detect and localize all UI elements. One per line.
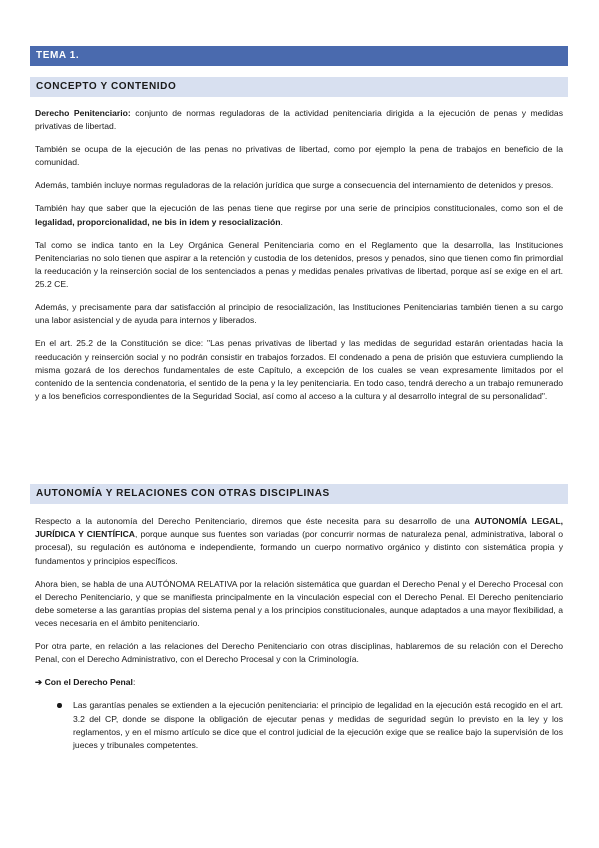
subheading-derecho-penal: ➔ Con el Derecho Penal: [35, 677, 136, 688]
section-body-autonomia [35, 515, 563, 752]
autonomia-bold: AUTONOMÍA LEGAL, JURÍDICA Y CIENTÍFICA [35, 516, 564, 540]
section-heading-concepto [30, 77, 568, 97]
paragraph: Ahora bien, se habla de una AUTÓNOMA RELATIVA por la relación sistemática que guardan el Derecho Penal y el Derecho Procesal con el Derecho Penitenciario, y que se manifiesta principalmente en la vinculación especial con el Derecho Penal. El Derecho penitenciario debe someterse a las garantías propias del sistema penal y a los principios constitucionales, aunque adaptados a una mayor flexibilidad, a veces necesaria en el ámbito penitenciario. [35, 578, 563, 629]
paragraph: También se ocupa de la ejecución de las penas no privativas de libertad, como por ejemplo la pena de trabajos en beneficio de la comunidad. [35, 144, 563, 168]
arrow-icon: ➔ [35, 677, 43, 688]
paragraph: Además, también incluye normas reguladoras de la relación jurídica que surge a consecuencia del internamiento de detenidos y presos. [35, 180, 554, 191]
tema-banner [30, 46, 568, 66]
section-body-concepto [35, 107, 563, 413]
defined-term: Derecho Penitenciario: [35, 108, 131, 118]
section-title: AUTONOMÍA Y RELACIONES CON OTRAS DISCIPLINAS [36, 488, 330, 499]
bullet-icon [57, 703, 62, 708]
paragraph: Tal como se indica tanto en la Ley Orgánica General Penitenciaria como en el Reglamento que la desarrolla, las Instituciones Penitenciarias no solo tienen que aspirar a la retención y custodia de los detenidos, presos y penados, sino que tienen como fin primordial la reeducación y la reinserción social de los sentenciados a penas y medidas penales privativas de libertad, porque así se exige en el art. 25.2 CE. [35, 239, 563, 290]
paragraph: También hay que saber que la ejecución de las penas tiene que regirse por una serie de principios constitucionales, como son el de legalidad, proporcionalidad, ne bis in idem y resocialización. [35, 203, 563, 227]
section-heading-autonomia [30, 484, 568, 504]
principles-bold: legalidad, proporcionalidad, ne bis in idem y resocialización [35, 216, 281, 227]
paragraph: Derecho Penitenciario: conjunto de normas reguladoras de la actividad penitenciaria dirigida a la ejecución de penas y medidas privativas de libertad. [35, 108, 563, 132]
paragraph: Respecto a la autonomía del Derecho Penitenciario, diremos que éste necesita para su desarrollo de una AUTONOMÍA LEGAL, JURÍDICA Y CIENTÍFICA, porque aunque sus fuentes son variadas (por concurrir normas de naturaleza penal, administrativa, laboral o procesal), su regulación es autónoma e independiente, formando un cuerpo normativo orgánico y distinto con sistemática propia y fundamentos y principios específicos. [35, 516, 564, 566]
paragraph: Además, y precisamente para dar satisfacción al principio de resocialización, las Instituciones Penitenciarias también tienen a su cargo una labor asistencial y de ayuda para internos y liberados. [35, 302, 563, 326]
bullet-list [35, 699, 563, 752]
section-title: CONCEPTO Y CONTENIDO [36, 81, 177, 92]
paragraph: En el art. 25.2 de la Constitución se dice: "Las penas privativas de libertad y las medidas de seguridad estarán orientadas hacia la reeducación y reinserción social y no podrán consistir en trabajos forzados. El condenado a pena de prisión que estuviera cumpliendo la misma gozará de los derechos fundamentales de este Capítulo, a excepción de los cuales se vean expresamente limitados por el contenido de la sentencia condenatoria, el sentido de la pena y la ley penitenciaria. En todo caso, tendrá derecho a un trabajo remunerado y a los beneficios correspondientes de la Seguridad Social, así como al acceso a la cultura y al desarrollo integral de su personalidad". [35, 338, 563, 402]
list-item: Las garantías penales se extienden a la ejecución penitenciaria: el principio de legalidad en la ejecución está recogido en el art. 3.2 del CP, donde se dispone la obligación de ejecutar penas y medidas de seguridad según lo previsto en la ley y los reglamentos, y en el mismo artículo se dice que el control judicial de la ejecución exige que se realice bajo la supervisión de los jueces y tribunales competentes. [35, 699, 563, 752]
paragraph: Por otra parte, en relación a las relaciones del Derecho Penitenciario con otras disciplinas, hablaremos de su relación con el Derecho Penal, con el Derecho Administrativo, con el Derecho Procesal y con la Criminología. [35, 641, 563, 665]
tema-title: TEMA 1. [36, 50, 80, 61]
